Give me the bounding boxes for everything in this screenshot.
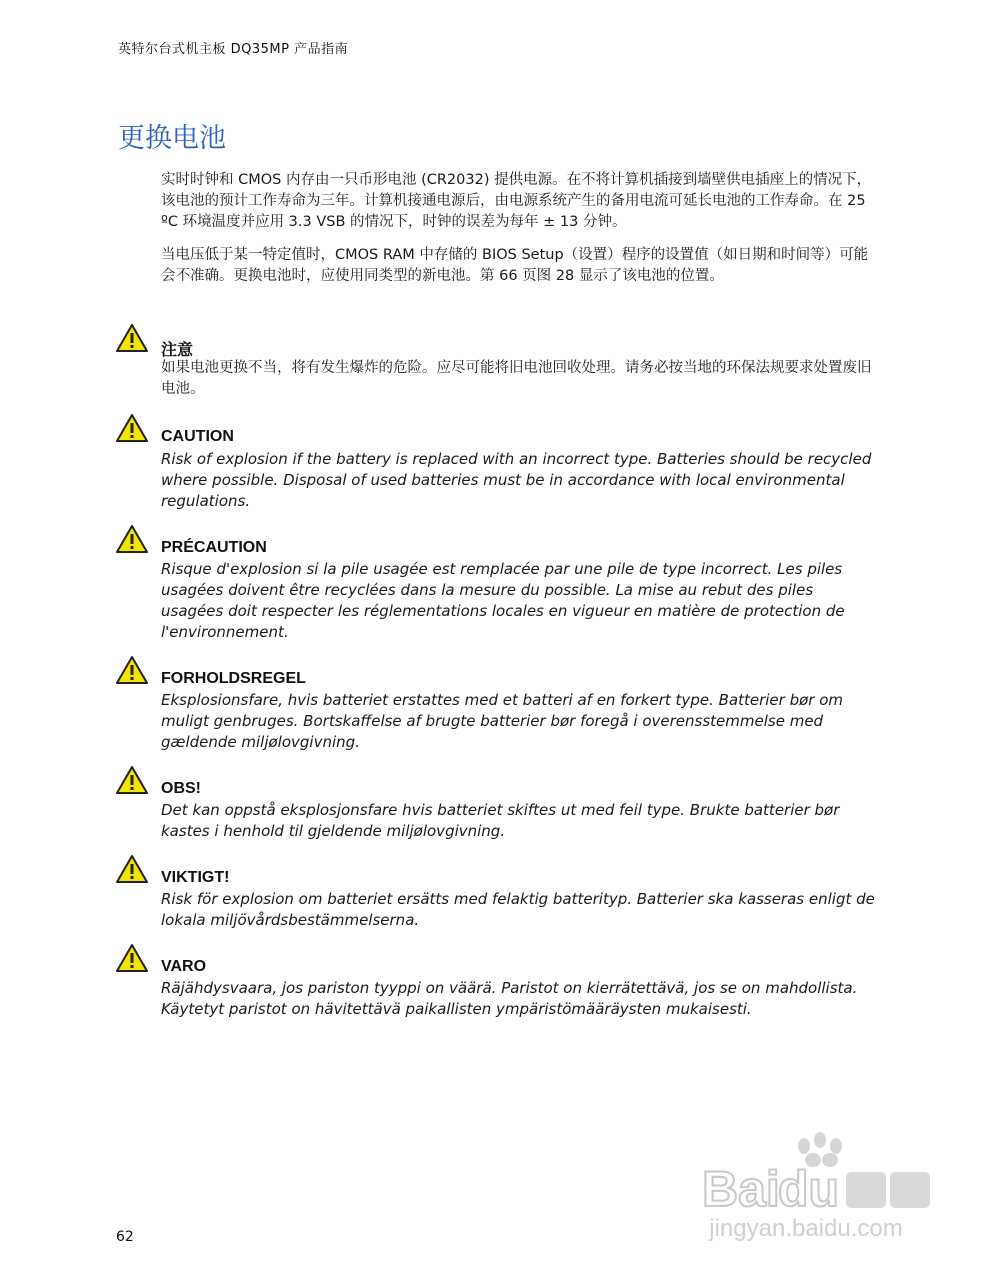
notice-text: Eksplosionsfare, hvis batteriet erstattes med et batteri af en forkert type. Batterier bør om muligt genbruges. Bortskaffelse af brugte batterier bør foregå i overensstemmelse med gældende miljølovgivning. — [161, 691, 843, 751]
notice-heading: VIKTIGT! — [161, 869, 230, 886]
notice-text: Risk för explosion om batteriet ersätts med felaktig batterityp. Batterier ska kasseras enligt de lokala miljövårdsbestämmelserna. — [161, 890, 875, 929]
notice-text: Risk of explosion if the battery is replaced with an incorrect type. Batteries should be recycled where possible. Disposal of used batteries must be in accordance with local environmental regulations. — [161, 450, 872, 510]
notice-heading: 注意 — [161, 342, 194, 359]
warning-triangle-icon — [115, 655, 149, 685]
body-paragraph-battery-life: 实时时钟和 CMOS 内存由一只币形电池 (CR2032) 提供电源。在不将计算机插接到墙壁供电插座上的情况下，该电池的预计工作寿命为三年。计算机接通电源后，由电源系统产生的备用电流可延长电池的工作寿命。在 25 ºC 环境温度并应用 3.3 VSB 的情况下，时钟的误差为每年 ± 13 分钟。 — [161, 172, 872, 230]
notice-heading: OBS! — [161, 780, 201, 797]
notice-heading: FORHOLDSREGEL — [161, 670, 306, 687]
notice-text: 如果电池更换不当，将有发生爆炸的危险。应尽可能将旧电池回收处理。请务必按当地的环保法规要求处置废旧电池。 — [161, 360, 872, 397]
running-header: 英特尔台式机主板 DQ35MP 产品指南 — [118, 42, 349, 57]
body-paragraph-cmos-settings: 当电压低于某一特定值时，CMOS RAM 中存储的 BIOS Setup（设置）程序的设置值（如日期和时间等）可能会不准确。更换电池时，应使用同类型的新电池。第 66 页图 28 显示了该电池的位置。 — [161, 247, 869, 284]
section-title: 更换电池 — [118, 123, 226, 154]
svg-text:jingyan.baidu.com: jingyan.baidu.com — [709, 1215, 903, 1242]
warning-triangle-icon — [115, 524, 149, 554]
warning-triangle-icon — [115, 323, 149, 353]
warning-triangle-icon — [115, 943, 149, 973]
page-number: 62 — [116, 1229, 134, 1245]
baidu-watermark-logo — [696, 1130, 936, 1245]
notice-text: Räjähdysvaara, jos pariston tyyppi on väärä. Paristot on kierrätettävä, jos se on mahdollista. Käytetyt paristot on hävitettävä paikallisten ympäristömääräysten mukaisesti. — [161, 979, 858, 1018]
warning-triangle-icon — [115, 413, 149, 443]
notice-heading: PRÉCAUTION — [161, 539, 267, 556]
warning-triangle-icon — [115, 854, 149, 884]
notice-text: Det kan oppstå eksplosjonsfare hvis batteriet skiftes ut med feil type. Brukte batterier bør kastes i henhold til gjeldende miljølovgivning. — [161, 801, 840, 840]
svg-text:du: du — [778, 1161, 840, 1217]
warning-triangle-icon — [115, 765, 149, 795]
notice-text: Risque d'explosion si la pile usagée est remplacée par une pile de type incorrect. Les piles usagées doivent être recyclées dans la mesure du possible. La mise au rebut des piles usagées doit respecter les réglementations locales en vigueur en matière de protection de l'environnement. — [161, 560, 845, 641]
svg-text:Bai: Bai — [702, 1161, 780, 1217]
notice-heading: CAUTION — [161, 428, 234, 445]
notice-heading: VARO — [161, 958, 207, 975]
